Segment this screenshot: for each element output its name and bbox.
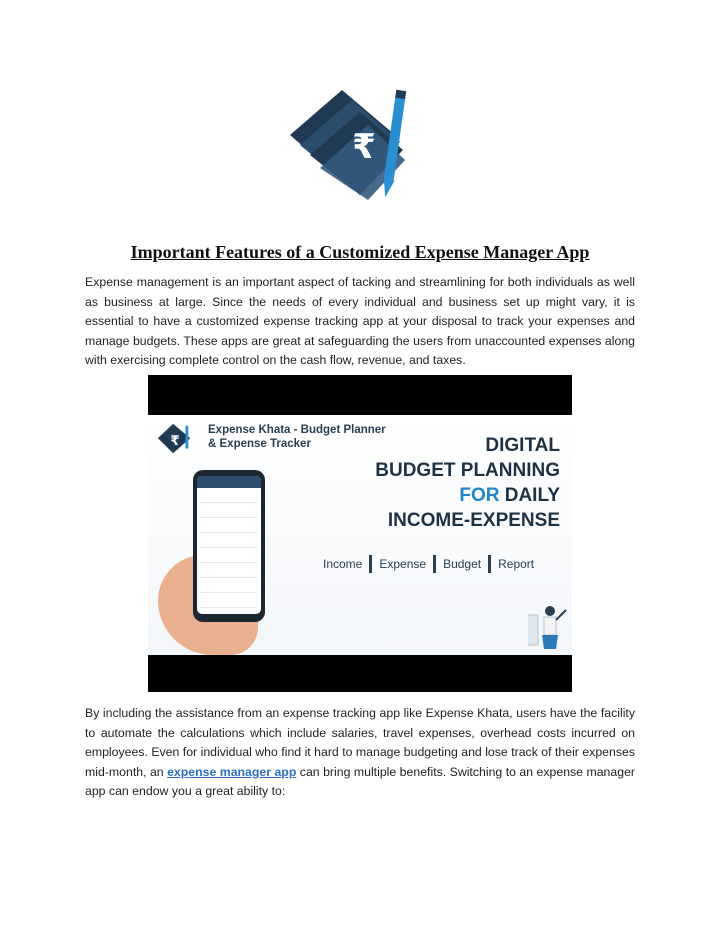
banner-logo <box>156 421 194 459</box>
headline-for: FOR <box>459 485 500 506</box>
phone-screen <box>197 476 261 614</box>
banner-headline <box>360 433 560 533</box>
rupee-book-logo <box>280 80 430 230</box>
list-item <box>201 597 257 608</box>
list-item <box>201 537 257 548</box>
feature-report: Report <box>498 557 535 571</box>
intro-paragraph: Expense management is an important aspect of tacking and streamlining for both individuals as well as business at large. Since the needs of every individual and business set up might vary, it is essential to have a customized expense tracking app at your disposal to track your expenses and manage budgets. These apps are great at safeguarding the users from unaccounted expenses along with exercising complete control on the cash flow, revenue, and taxes. <box>85 275 635 368</box>
app-promo-banner <box>148 375 572 692</box>
feature-budget: Budget <box>443 557 482 571</box>
paragraph2-text-after: can bring multiple benefits. Switching to an expense manager app can endow you a great ability to: <box>85 764 636 799</box>
list-item <box>201 552 257 563</box>
banner-app-title-line2: & Expense Tracker <box>208 438 311 450</box>
body-paragraph <box>85 704 635 802</box>
headline-line1: DIGITAL <box>485 435 560 456</box>
banner-logo-glyph: ₹ <box>170 433 180 449</box>
headline-line4: INCOME-EXPENSE <box>387 510 560 531</box>
list-item <box>201 492 257 503</box>
logo-rupee-glyph: ₹ <box>352 127 376 167</box>
banner-app-title-line1: Expense Khata - Budget Planner <box>208 424 386 436</box>
headline-line2: BUDGET PLANNING <box>375 460 560 481</box>
headline-daily: DAILY <box>499 485 560 506</box>
phone-app-bar <box>197 476 261 488</box>
list-item <box>201 507 257 518</box>
list-item <box>201 567 257 578</box>
feature-income: Income <box>323 557 363 571</box>
banner-feature-list <box>316 555 566 573</box>
headline-line3 <box>360 483 560 508</box>
list-item <box>201 582 257 593</box>
list-item <box>201 522 257 533</box>
feature-expense: Expense <box>379 557 427 571</box>
woman-with-chart-illustration <box>528 605 568 655</box>
paragraph2-text-before: By including the assistance from an expense tracking app like Expense Khata, users have the facility to automate the calculations which include salaries, travel expenses, overhead costs incurred on employees. Even for individual who find it hard to manage budgeting and lose track of their expenses mid-month, an <box>85 706 635 779</box>
expense-manager-app-link[interactable]: expense manager app <box>167 764 297 779</box>
phone-mockup <box>193 470 265 622</box>
document-title: Important Features of a Customized Expense Manager App <box>130 242 590 262</box>
